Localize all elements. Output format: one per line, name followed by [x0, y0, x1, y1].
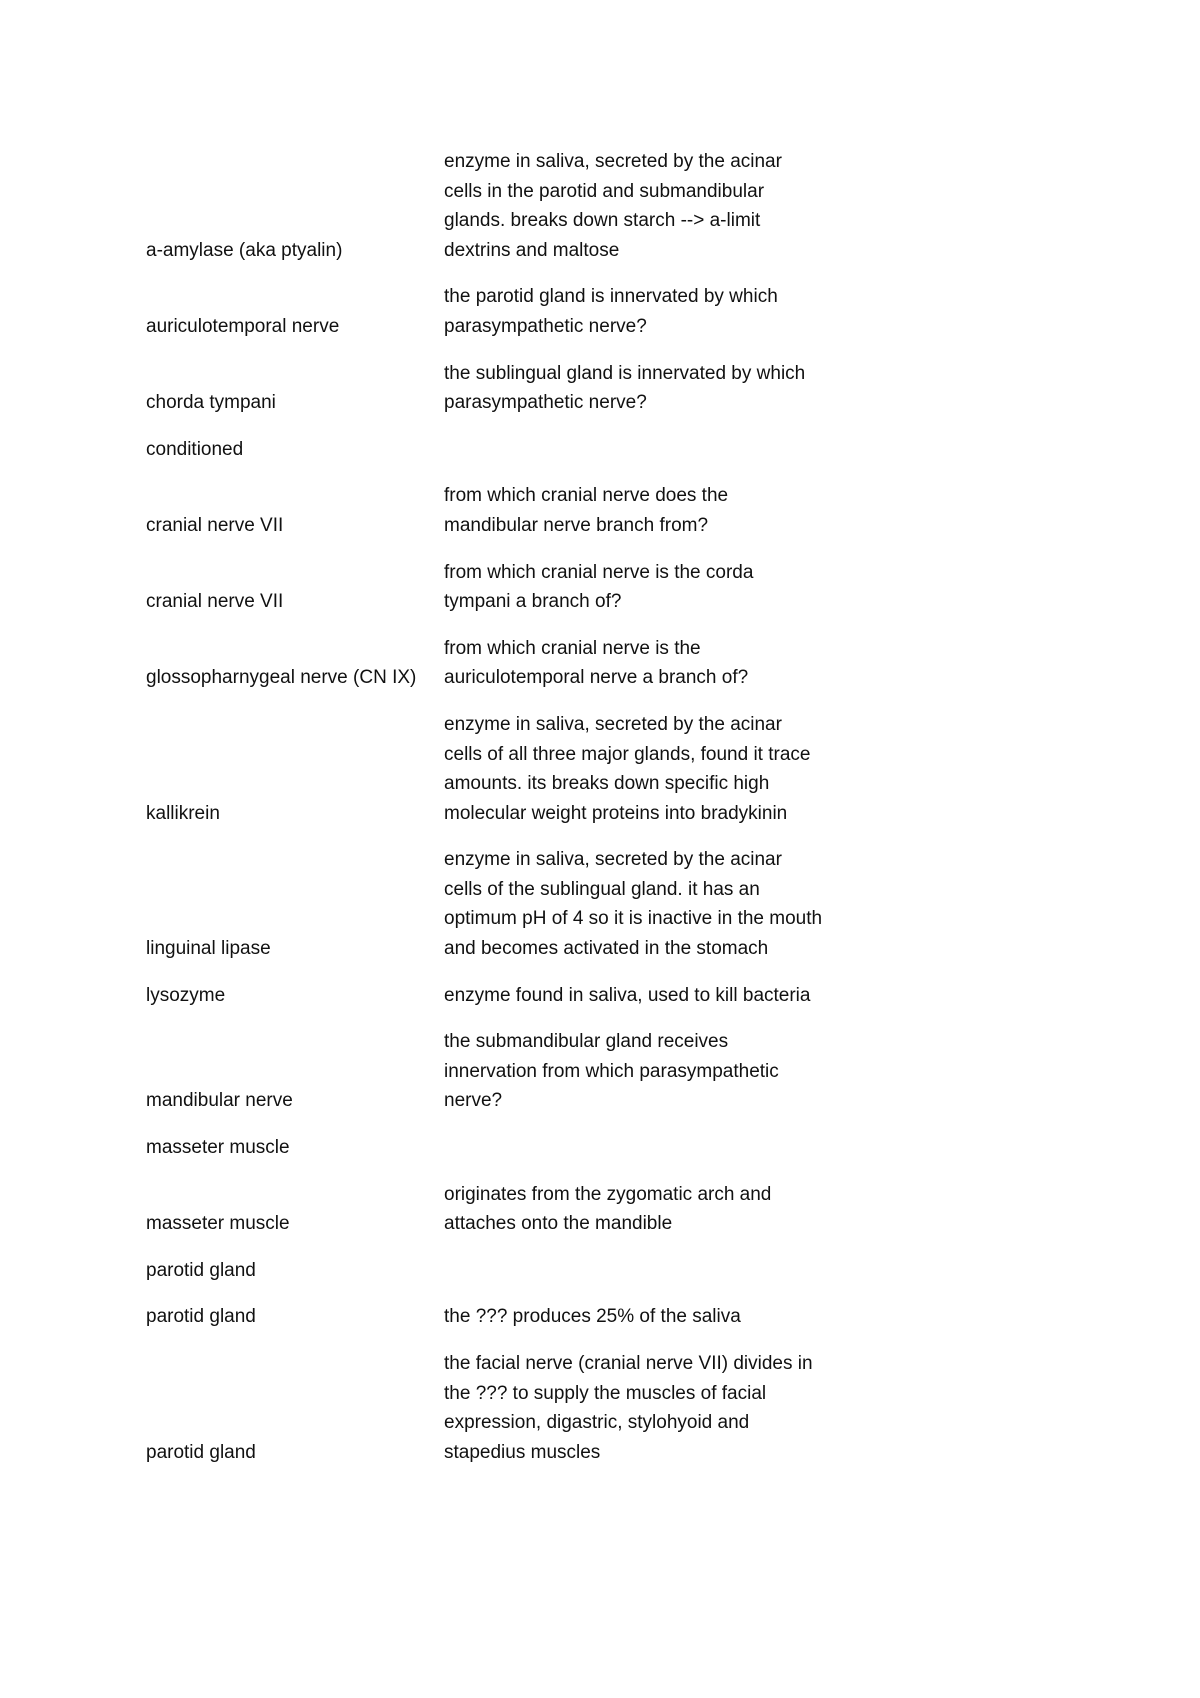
glossary-entry: [146, 282, 826, 341]
glossary-term: cranial nerve VII: [146, 514, 284, 536]
glossary-term: glossopharnygeal nerve (CN IX): [146, 667, 417, 689]
glossary-term: auriculotemporal nerve: [146, 315, 340, 337]
glossary-entry: [146, 1256, 826, 1286]
glossary-definition: from which cranial nerve does the mandibular nerve branch from?: [444, 485, 729, 536]
glossary-entry: [146, 1180, 826, 1239]
glossary-entry: [146, 359, 826, 418]
glossary-term: parotid gland: [146, 1441, 256, 1463]
glossary-entry: [146, 981, 826, 1011]
glossary-entry: [146, 481, 826, 540]
glossary-term: chorda tympani: [146, 392, 276, 414]
glossary-entry: [146, 1133, 826, 1163]
glossary-definition: the sublingual gland is innervated by which parasympathetic nerve?: [444, 362, 806, 414]
glossary-entry: [146, 1027, 826, 1116]
glossary-definition: the ??? produces 25% of the saliva: [444, 1306, 741, 1328]
glossary-definition: enzyme found in saliva, used to kill bacteria: [444, 984, 811, 1006]
glossary-entry: [146, 558, 826, 617]
glossary-definition: originates from the zygomatic arch and attaches onto the mandible: [444, 1183, 772, 1235]
glossary-definition: from which cranial nerve is the corda tympani a branch of?: [444, 561, 754, 613]
glossary-term: conditioned: [146, 438, 244, 460]
glossary-entry: [146, 634, 826, 693]
glossary-term: linguinal lipase: [146, 938, 271, 960]
glossary-list: [146, 147, 826, 1484]
glossary-entry: [146, 435, 826, 465]
glossary-entry: [146, 147, 826, 265]
glossary-definition: enzyme in saliva, secreted by the acinar cells of the sublingual gland. it has an optimum pH of 4 so it is inactive in the mouth and becomes activated in the stomach: [444, 849, 823, 960]
glossary-definition: enzyme in saliva, secreted by the acinar cells of all three major glands, found it trace amounts. its breaks down specific high molecular weight proteins into bradykinin: [444, 713, 811, 824]
glossary-term: cranial nerve VII: [146, 591, 284, 613]
glossary-entry: [146, 710, 826, 828]
glossary-entry: [146, 1302, 826, 1332]
glossary-term: parotid gland: [146, 1306, 256, 1328]
glossary-definition: [444, 1133, 824, 1163]
glossary-definition: the submandibular gland receives innervation from which parasympathetic nerve?: [444, 1031, 779, 1112]
glossary-term: lysozyme: [146, 984, 226, 1006]
glossary-entry: [146, 845, 826, 963]
glossary-definition: the facial nerve (cranial nerve VII) divides in the ??? to supply the muscles of facial expression, digastric, stylohyoid and stapedius muscles: [444, 1353, 813, 1463]
glossary-term: masseter muscle: [146, 1137, 290, 1159]
glossary-term: masseter muscle: [146, 1213, 290, 1235]
glossary-definition: [444, 1256, 824, 1286]
glossary-definition: [444, 435, 824, 465]
glossary-entry: [146, 1349, 826, 1467]
glossary-term: a-amylase (aka ptyalin): [146, 239, 343, 261]
glossary-term: mandibular nerve: [146, 1090, 293, 1112]
glossary-definition: the parotid gland is innervated by which parasympathetic nerve?: [444, 286, 778, 337]
glossary-term: kallikrein: [146, 802, 220, 824]
glossary-term: parotid gland: [146, 1259, 256, 1281]
glossary-definition: from which cranial nerve is the auriculotemporal nerve a branch of?: [444, 637, 749, 689]
glossary-definition: enzyme in saliva, secreted by the acinar cells in the parotid and submandibular glands. breaks down starch --> a-limit dextrins and maltose: [444, 151, 782, 261]
